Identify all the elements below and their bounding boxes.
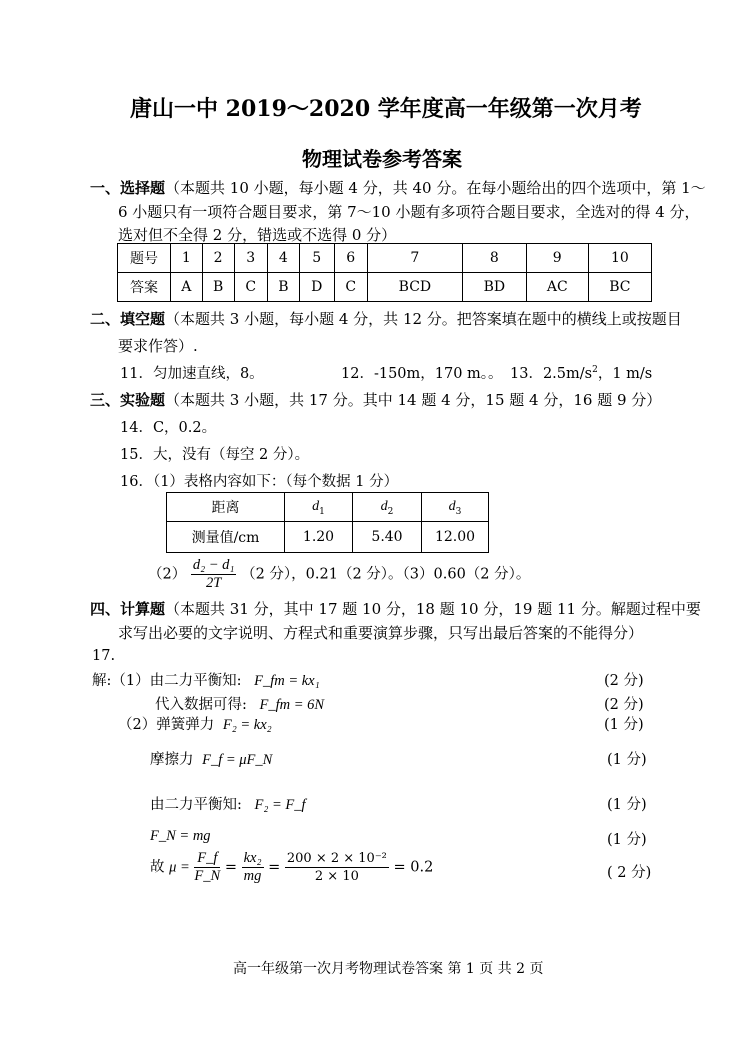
table-cell: 10 xyxy=(588,244,651,273)
page-footer: 高一年级第一次月考物理试卷答案 第 1 页 共 2 页 xyxy=(233,961,544,977)
solution-line5 xyxy=(150,793,306,814)
fraction-3-num: 200 × 2 × 10⁻² xyxy=(286,851,387,866)
table-cell: C xyxy=(334,273,367,302)
table-cell: BC xyxy=(588,273,651,302)
solution-line6-eq: F_N = mg xyxy=(150,828,211,844)
section1-desc1: （本题共 10 小题，每小题 4 分，共 40 分。在每小题给出的四个选项中，第 1～ xyxy=(165,179,706,197)
table-cell: 9 xyxy=(526,244,588,273)
table-cell: 12.00 xyxy=(422,522,489,553)
table-cell: 1 xyxy=(171,244,203,273)
solution-line2-eq: F_fm = 6N xyxy=(259,697,325,713)
page-title: 唐山一中 2019～2020 学年度高一年级第一次月考 xyxy=(130,96,642,122)
solution-line4 xyxy=(150,748,272,769)
section1-line1 xyxy=(90,177,706,198)
part2-label: （2） xyxy=(148,566,187,583)
answer-13 xyxy=(510,362,652,383)
table-cell: 距离 xyxy=(167,493,285,522)
section1-desc3: 选对但不全得 2 分，错选或不选得 0 分） xyxy=(118,226,397,244)
table-cell: AC xyxy=(526,273,588,302)
fraction-3 xyxy=(285,850,389,885)
table-cell: 8 xyxy=(462,244,526,273)
d2-sub: 2 xyxy=(387,506,394,517)
fraction-1-den: F_N xyxy=(194,868,221,884)
table-cell: 3 xyxy=(234,244,267,273)
fraction-2 xyxy=(242,850,264,885)
answer-14: 14．C，0.2。 xyxy=(120,420,217,436)
fraction-1 xyxy=(194,850,220,885)
section3-desc: （本题共 3 小题，共 17 分。其中 14 题 4 分，15 题 4 分，16 题 9 分） xyxy=(165,391,662,409)
fraction-1-num: F_f xyxy=(194,850,220,868)
table-cell: 5.40 xyxy=(353,522,422,553)
section4-heading: 四、计算题 xyxy=(90,600,166,618)
solution-line3-text: （2）弹簧弹力 xyxy=(118,717,215,733)
solution-line4-eq: F_f = μF_N xyxy=(202,752,273,768)
answer-13-sup: 2 xyxy=(592,365,598,376)
fraction-3-den: 2 × 10 xyxy=(314,869,359,884)
table-cell: 5 xyxy=(299,244,334,273)
table-cell xyxy=(422,493,489,522)
solution-line4-text: 摩擦力 xyxy=(150,752,194,768)
table-cell: 2 xyxy=(202,244,234,273)
section4-desc1: （本题共 31 分，其中 17 题 10 分，18 题 10 分，19 题 11 分。解题过程中要 xyxy=(165,600,701,618)
answer-11: 11．匀加速直线，8。 xyxy=(120,366,264,382)
solution-line2 xyxy=(155,693,324,714)
d1-label: d xyxy=(312,498,320,514)
section4-line1 xyxy=(90,598,701,619)
section2-heading: 二、填空题 xyxy=(90,310,166,328)
table-cell: D xyxy=(299,273,334,302)
question-17: 17. xyxy=(92,648,116,664)
d3-sub: 3 xyxy=(455,506,462,517)
table-cell: B xyxy=(267,273,299,302)
table-label: 答案 xyxy=(118,273,171,302)
fraction-2-num: kx₂ xyxy=(243,850,262,866)
d3-label: d xyxy=(448,498,456,514)
d2-label: d xyxy=(380,498,388,514)
score-5: (1 分) xyxy=(607,797,647,813)
answer-16: 16．（1）表格内容如下：（每个数据 1 分） xyxy=(120,474,399,490)
fraction-numerator: d₂ − d₁ xyxy=(192,557,235,573)
solution-line3-eq: F₂ = kx₂ xyxy=(222,717,272,733)
answer-16-part2 xyxy=(148,557,530,592)
d1-sub: 1 xyxy=(319,506,325,517)
table-cell xyxy=(285,493,353,522)
part2-rest: （2 分），0.21（2 分）。（3）0.60（2 分）。 xyxy=(241,566,531,583)
score-6: (1 分) xyxy=(607,832,647,848)
solution-line2-text: 代入数据可得: xyxy=(155,697,247,713)
measurement-table xyxy=(166,492,489,553)
solution-line5-eq: F₂ = F_f xyxy=(254,797,306,813)
table-cell: 6 xyxy=(334,244,367,273)
score-4: (1 分) xyxy=(607,752,647,768)
answer-12: 12．-150m，170 m。。 xyxy=(341,366,503,382)
solution-line7: 故 μ = $\frac{F\_f}{F\_N}$ = $\frac{\text{kx₂}}{mg}$ = $\frac{\text{200 × 2 × 10⁻²}}{2 \times 10}$ = 0.2 xyxy=(150,850,434,884)
mu-symbol: μ = xyxy=(169,859,190,876)
score-2: (2 分) xyxy=(604,697,644,713)
answer-13-post: ，1 m/s xyxy=(597,366,653,382)
page-subtitle: 物理试卷参考答案 xyxy=(302,147,462,171)
solution-line3 xyxy=(118,713,272,734)
table-cell: 7 xyxy=(367,244,462,273)
solution-line1-text: 解:（1）由二力平衡知: xyxy=(92,673,242,689)
table-cell: 测量值/cm xyxy=(167,522,285,553)
answer-15: 15．大，没有（每空 2 分）。 xyxy=(120,447,310,463)
answer-table xyxy=(117,243,652,302)
solution-line1 xyxy=(92,669,320,690)
table-cell: 1.20 xyxy=(285,522,353,553)
result-value: = 0.2 xyxy=(393,859,434,876)
table-cell: C xyxy=(234,273,267,302)
solution-line7-text: 故 xyxy=(150,859,165,876)
velocity-fraction xyxy=(191,557,237,592)
table-cell: B xyxy=(202,273,234,302)
table-cell xyxy=(353,493,422,522)
fraction-denominator: 2T xyxy=(205,575,222,591)
section2-desc2: 要求作答）. xyxy=(118,337,198,355)
section2-desc1: （本题共 3 小题，每小题 4 分，共 12 分。把答案填在题中的横线上或按题目 xyxy=(165,310,682,328)
section3-heading: 三、实验题 xyxy=(90,391,166,409)
section4-desc2: 求写出必要的文字说明、方程式和重要演算步骤，只写出最后答案的不能得分） xyxy=(118,624,644,642)
table-cell: A xyxy=(171,273,203,302)
section2-line1 xyxy=(90,308,682,329)
solution-line5-text: 由二力平衡知: xyxy=(150,797,242,813)
section1-desc2: 6 小题只有一项符合题目要求，第 7～10 小题有多项符合题目要求，全选对的得 4 分， xyxy=(118,203,700,221)
table-cell: BD xyxy=(462,273,526,302)
section1-heading: 一、选择题 xyxy=(90,179,166,197)
answer-13-pre: 13．2.5m/s xyxy=(510,366,593,382)
table-label: 题号 xyxy=(118,244,171,273)
fraction-2-den: mg xyxy=(243,868,262,884)
table-cell: BCD xyxy=(367,273,462,302)
solution-line1-eq: F_fm = kx₁ xyxy=(254,673,320,689)
table-cell: 4 xyxy=(267,244,299,273)
score-1: (2 分) xyxy=(604,673,644,689)
section3-line1 xyxy=(90,389,661,410)
score-7: ( 2 分) xyxy=(607,865,652,881)
score-3: (1 分) xyxy=(604,717,644,733)
